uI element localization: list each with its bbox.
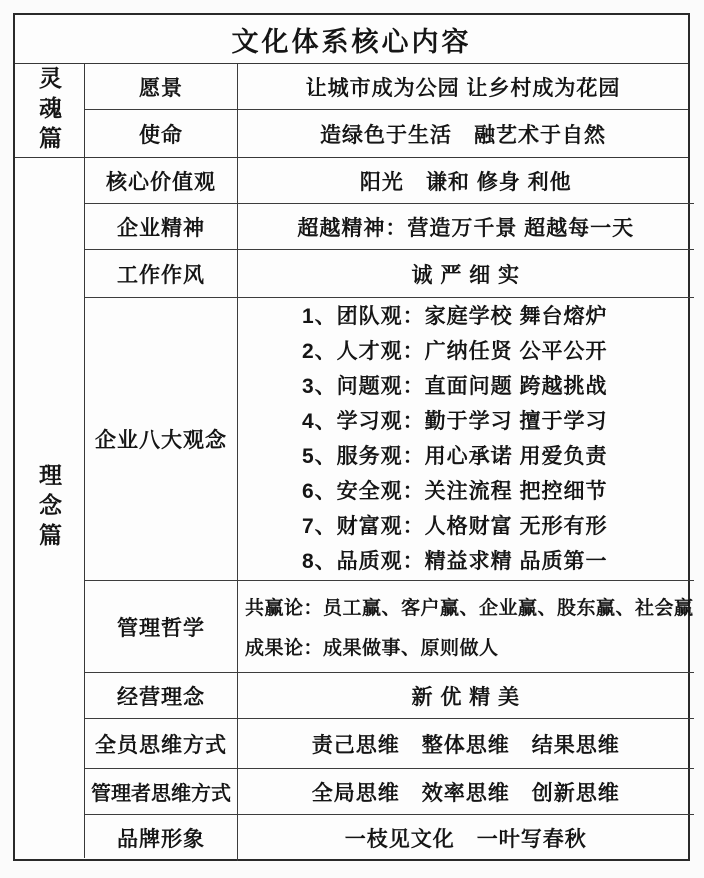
row-all-staff-thinking-label: 全员思维方式	[85, 719, 238, 768]
concept-item-team: 1、团队观：家庭学校 舞台熔炉	[302, 305, 608, 328]
table-title: 文化体系核心内容	[15, 15, 688, 64]
row-work-style-label: 工作作风	[85, 250, 238, 297]
concept-item-talent: 2、人才观：广纳任贤 公平公开	[302, 340, 608, 363]
row-all-staff-thinking	[85, 719, 694, 769]
culture-system-table	[13, 13, 694, 861]
concept-item-wealth: 7、财富观：人格财富 无形有形	[302, 515, 608, 538]
section-idea	[15, 158, 694, 858]
row-vision-label: 愿景	[85, 64, 238, 109]
row-manager-thinking	[85, 769, 694, 815]
section-idea-label-cell	[15, 158, 85, 858]
row-all-staff-thinking-content: 责己思维 整体思维 结果思维	[311, 733, 620, 757]
row-vision-content: 让城市成为公园 让乡村成为花园	[305, 76, 621, 100]
row-manager-thinking-content: 全局思维 效率思维 创新思维	[311, 781, 620, 805]
section-soul-label: 灵魂篇	[36, 65, 62, 156]
section-soul-rows	[85, 64, 688, 157]
concept-item-learning: 4、学习观：勤于学习 擅于学习	[302, 410, 608, 433]
row-mission	[85, 110, 688, 157]
row-core-values-content: 阳光 谦和 修身 利他	[359, 170, 572, 194]
concept-item-quality: 8、品质观：精益求精 品质第一	[302, 550, 608, 573]
concept-item-service: 5、服务观：用心承诺 用爱负责	[302, 445, 608, 468]
row-enterprise-spirit	[85, 204, 694, 250]
row-operating-philosophy	[85, 673, 694, 719]
row-eight-concepts	[85, 298, 694, 581]
row-eight-concepts-content	[238, 298, 694, 580]
row-enterprise-spirit-content: 超越精神：营造万千景 超越每一天	[297, 216, 635, 240]
row-mission-content: 造绿色于生活 融艺术于自然	[320, 123, 606, 147]
row-eight-concepts-label: 企业八大观念	[85, 298, 238, 580]
row-core-values-label: 核心价值观	[85, 158, 238, 203]
section-soul	[15, 64, 688, 158]
row-enterprise-spirit-label: 企业精神	[85, 204, 238, 249]
row-operating-philosophy-content: 新 优 精 美	[411, 685, 521, 709]
row-brand-image	[85, 815, 694, 861]
concept-item-problem: 3、问题观：直面问题 跨越挑战	[302, 375, 608, 398]
row-management-philosophy-content	[238, 581, 694, 672]
row-work-style-content: 诚 严 细 实	[411, 263, 521, 287]
section-soul-label-cell	[15, 64, 85, 157]
row-work-style	[85, 250, 694, 298]
philosophy-results-line: 成果论：成果做事、原则做人	[245, 638, 499, 659]
row-operating-philosophy-label: 经营理念	[85, 673, 238, 718]
row-management-philosophy	[85, 581, 694, 673]
row-management-philosophy-label: 管理哲学	[85, 581, 238, 672]
row-manager-thinking-label: 管理者思维方式	[85, 769, 238, 814]
philosophy-win-win-line: 共赢论：员工赢、客户赢、企业赢、股东赢、社会赢	[245, 598, 694, 619]
concept-item-safety: 6、安全观：关注流程 把控细节	[302, 480, 608, 503]
row-brand-image-label: 品牌形象	[85, 815, 238, 861]
row-mission-label: 使命	[85, 110, 238, 157]
row-brand-image-content: 一枝见文化 一叶写春秋	[344, 828, 587, 851]
section-idea-rows	[85, 158, 694, 858]
section-idea-label: 理念篇	[36, 463, 62, 553]
row-core-values	[85, 158, 694, 204]
row-vision	[85, 64, 688, 110]
